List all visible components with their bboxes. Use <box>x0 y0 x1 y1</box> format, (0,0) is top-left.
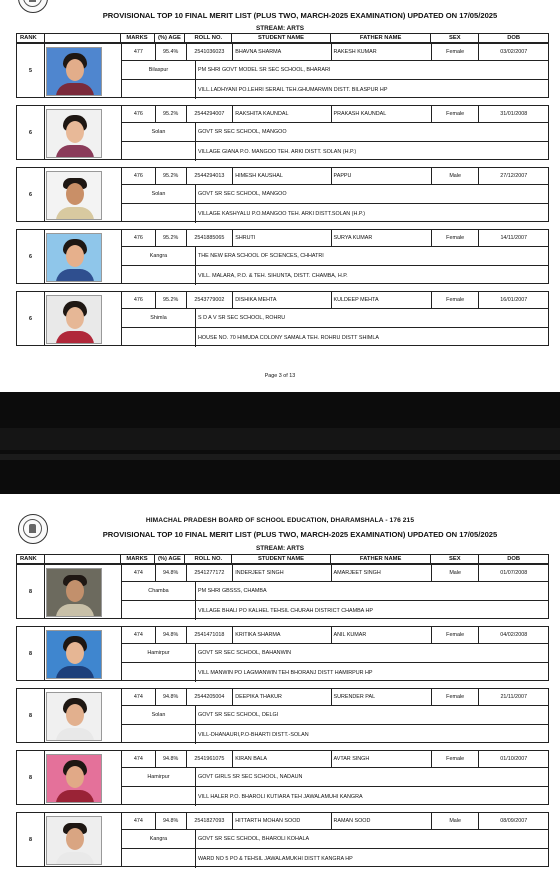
rank-value: 8 <box>17 751 45 804</box>
record-address-row <box>122 663 548 682</box>
header-roll-no: ROLL NO. <box>185 34 232 42</box>
address-value: VILLAGE KASHYALU P.O.MANGOO TEH. ARKI DISTT.SOLAN (H.P.) <box>198 210 366 217</box>
address-value: VILLAGE GIANA P.O. MANGOO TEH. ARKI DISTT. SOLAN (H.P.) <box>198 148 357 155</box>
photo-body <box>56 207 94 220</box>
rank-value: 6 <box>17 230 45 283</box>
header-dob: DOB <box>507 556 521 562</box>
student-name-value: BHAVNA SHARMA <box>233 44 331 60</box>
header-student-name: STUDENT NAME <box>232 34 331 42</box>
father-name-value: RAKESH KUMAR <box>332 44 432 60</box>
record-main-row <box>122 627 548 644</box>
sex-value: Female <box>432 292 480 308</box>
rank-value: 8 <box>17 813 45 866</box>
school-name-value: GOVT SR SEC SCHOOL, BHAROLI KOHALA <box>198 836 310 842</box>
photo-body <box>56 852 94 865</box>
district-value: Kangra <box>122 247 196 265</box>
sex-value: Male <box>432 168 480 184</box>
record-address-row <box>122 142 548 161</box>
student-record <box>16 167 549 222</box>
address-value: VILL MANWIN PO LAGMANWIN TEH BHORANJ DISTT HAMIRPUR HP <box>198 669 373 676</box>
header-father-name: FATHER NAME <box>331 34 432 42</box>
stream-label: STREAM: ARTS <box>255 25 305 32</box>
header-father-name: FATHER NAME <box>331 555 432 563</box>
rank-value: 6 <box>17 106 45 159</box>
photo-body <box>56 331 94 344</box>
record-details <box>121 751 548 804</box>
photo-face <box>66 307 84 329</box>
sex-value: Female <box>432 689 480 705</box>
district-value: Solan <box>122 706 196 724</box>
board-title <box>0 0 560 1</box>
header-percentage: (%) AGE <box>155 555 186 563</box>
student-photo <box>46 109 102 158</box>
student-name-value: KRITIKA SHARMA <box>233 627 331 643</box>
marks-value: 476 <box>122 168 156 184</box>
marks-value: 476 <box>122 230 156 246</box>
merit-list-page-4 <box>0 494 560 894</box>
marks-value: 477 <box>122 44 156 60</box>
dob-value: 31/01/2008 <box>500 111 528 117</box>
address-value: HOUSE NO. 70 HIMUDA COLONY SAMALA TEH. ROHRU DISTT SHIMLA <box>198 334 379 341</box>
district-value: Solan <box>122 185 196 203</box>
blank-cell <box>122 663 196 682</box>
header-sex: SEX <box>431 555 479 563</box>
student-record <box>16 626 549 681</box>
record-address-row <box>122 725 548 744</box>
roll-no-value: 2541827093 <box>187 813 234 829</box>
rank-value: 8 <box>17 689 45 742</box>
record-address-row <box>122 849 548 868</box>
student-name-value: KIRAN BALA <box>233 751 331 767</box>
header-rank: RANK <box>17 555 45 563</box>
address-value: VILLAGE BHALI PO KALHEL TEHSIL CHURAH DISTRICT CHAMBA HP <box>198 607 373 614</box>
student-photo <box>46 47 102 96</box>
photo-face <box>66 245 84 267</box>
school-name-value: GOVT SR SEC SCHOOL, MANGOO <box>198 129 287 135</box>
header-student-name: STUDENT NAME <box>232 555 331 563</box>
page-number: Page 3 of 13 <box>264 373 296 379</box>
roll-no-value: 2541471018 <box>187 627 234 643</box>
record-main-row <box>122 689 548 706</box>
photo-face <box>66 183 84 205</box>
record-details <box>121 44 548 97</box>
photo-face <box>66 59 84 81</box>
record-details <box>121 230 548 283</box>
district-value: Shimla <box>122 309 196 327</box>
student-photo <box>46 754 102 803</box>
rank-value: 8 <box>17 627 45 680</box>
record-details <box>121 689 548 742</box>
blank-cell <box>122 80 196 99</box>
school-name-value: S D A V SR SEC SCHOOL, ROHRU <box>198 315 286 321</box>
photo-face <box>66 642 84 664</box>
dob-value: 21/11/2007 <box>500 694 528 700</box>
student-name-value: HIMESH KAUSHAL <box>233 168 331 184</box>
rank-value: 6 <box>17 292 45 345</box>
district-value: Hamirpur <box>122 644 196 662</box>
sex-value: Female <box>432 106 480 122</box>
student-record <box>16 43 549 98</box>
record-address-row <box>122 80 548 99</box>
header-rank: RANK <box>17 34 45 42</box>
father-name-value: SURYA KUMAR <box>332 230 432 246</box>
record-main-row <box>122 44 548 61</box>
school-name-value: GOVT GIRLS SR SEC SCHOOL, NADAUN <box>198 774 303 780</box>
roll-no-value: 2543779002 <box>187 292 234 308</box>
district-value: Hamirpur <box>122 768 196 786</box>
dob-value: 08/09/2007 <box>500 818 528 824</box>
roll-no-value: 2541036023 <box>187 44 234 60</box>
percentage-value: 94.8% <box>156 689 187 705</box>
school-name-value: GOVT SR SEC SCHOOL, BAHANWIN <box>198 650 292 656</box>
record-main-row <box>122 168 548 185</box>
student-photo <box>46 295 102 344</box>
record-details <box>121 106 548 159</box>
header-sex: SEX <box>431 34 479 42</box>
merit-list-page-3 <box>0 0 560 392</box>
school-name-value: PM SHRI GOVT MODEL SR SEC SCHOOL, BHARARI <box>198 67 331 73</box>
record-details <box>121 292 548 345</box>
photo-body <box>56 83 94 96</box>
record-details <box>121 168 548 221</box>
photo-face <box>66 828 84 850</box>
sex-value: Female <box>432 751 480 767</box>
roll-no-value: 2544205004 <box>187 689 234 705</box>
percentage-value: 95.2% <box>156 168 187 184</box>
header-roll-no: ROLL NO. <box>185 555 232 563</box>
record-main-row <box>122 751 548 768</box>
address-value: VILL-DHANAURI,P.O-BHARTI DISTT.-SOLAN <box>198 731 309 738</box>
record-school-row <box>122 644 548 663</box>
photo-body <box>56 666 94 679</box>
photo-face <box>66 704 84 726</box>
student-name-value: HITTARTH MOHAN SOOD <box>233 813 331 829</box>
dob-value: 01/07/2008 <box>500 570 528 576</box>
student-record <box>16 688 549 743</box>
header-dob: DOB <box>507 35 521 41</box>
student-record <box>16 812 549 867</box>
student-name-value: DISHIKA MEHTA <box>233 292 331 308</box>
marks-value: 474 <box>122 627 156 643</box>
blank-cell <box>122 328 196 347</box>
address-value: VILL.LADHYANI PO.LEHRI SERAIL TEH.GHUMARWIN DISTT. BILASPUR HP <box>198 86 388 93</box>
address-value: VILL. MALARA, P.O. & TEH. SIHUNTA, DISTT. CHAMBA, H.P. <box>198 272 348 279</box>
record-school-row <box>122 309 548 328</box>
photo-body <box>56 604 94 617</box>
record-school-row <box>122 185 548 204</box>
dob-value: 14/11/2007 <box>500 235 528 241</box>
student-record <box>16 750 549 805</box>
marks-value: 476 <box>122 106 156 122</box>
table-header <box>16 33 549 43</box>
district-value: Bilaspur <box>122 61 196 79</box>
record-school-row <box>122 706 548 725</box>
percentage-value: 94.8% <box>156 813 187 829</box>
school-name-value: THE NEW ERA SCHOOL OF SCIENCES, CHHATRI <box>198 253 324 259</box>
blank-cell <box>122 725 196 744</box>
sex-value: Female <box>432 627 480 643</box>
marks-value: 474 <box>122 751 156 767</box>
percentage-value: 94.8% <box>156 627 187 643</box>
header-percentage: (%) AGE <box>155 34 186 42</box>
record-school-row <box>122 768 548 787</box>
blank-cell <box>122 601 196 620</box>
dob-value: 03/02/2007 <box>500 49 528 55</box>
roll-no-value: 2541277172 <box>187 565 234 581</box>
student-name-value: SHRUTI <box>233 230 331 246</box>
blank-cell <box>122 266 196 285</box>
dob-value: 04/02/2008 <box>500 632 528 638</box>
dob-value: 01/10/2007 <box>500 756 528 762</box>
marks-value: 474 <box>122 813 156 829</box>
address-value: VILL HALER P.O. BHAROLI KUTIARA TEH JAWALAMUHI KANGRA <box>198 793 363 800</box>
stream-label: STREAM: ARTS <box>255 545 305 552</box>
dob-value: 27/12/2007 <box>500 173 528 179</box>
percentage-value: 95.4% <box>156 44 187 60</box>
father-name-value: AVTAR SINGH <box>332 751 432 767</box>
record-school-row <box>122 582 548 601</box>
school-name-value: GOVT SR SEC SCHOOL, DELGI <box>198 712 279 718</box>
student-name-value: INDERJEET SINGH <box>233 565 331 581</box>
record-address-row <box>122 328 548 347</box>
marks-value: 474 <box>122 689 156 705</box>
roll-no-value: 2544294007 <box>187 106 234 122</box>
student-record <box>16 564 549 619</box>
rank-value: 6 <box>17 168 45 221</box>
student-name-value: DEEPIKA THAKUR <box>233 689 331 705</box>
record-main-row <box>122 230 548 247</box>
record-school-row <box>122 123 548 142</box>
student-name-value: RAKSHITA KAUNDAL <box>233 106 331 122</box>
photo-body <box>56 145 94 158</box>
record-address-row <box>122 787 548 806</box>
student-record <box>16 291 549 346</box>
record-main-row <box>122 292 548 309</box>
sex-value: Male <box>432 813 480 829</box>
blank-cell <box>122 787 196 806</box>
percentage-value: 95.2% <box>156 292 187 308</box>
dob-value: 16/01/2007 <box>500 297 528 303</box>
marks-value: 474 <box>122 565 156 581</box>
record-details <box>121 565 548 618</box>
photo-body <box>56 728 94 741</box>
blank-cell <box>122 849 196 868</box>
board-emblem-icon <box>18 0 48 13</box>
roll-no-value: 2541961075 <box>187 751 234 767</box>
blank-cell <box>122 204 196 223</box>
father-name-value: SURENDER PAL <box>332 689 432 705</box>
record-details <box>121 627 548 680</box>
record-details <box>121 813 548 866</box>
marks-value: 476 <box>122 292 156 308</box>
percentage-value: 94.8% <box>156 565 187 581</box>
father-name-value: KULDEEP MEHTA <box>332 292 432 308</box>
school-name-value: GOVT SR SEC SCHOOL, MANGOO <box>198 191 287 197</box>
record-main-row <box>122 813 548 830</box>
sex-value: Male <box>432 565 480 581</box>
percentage-value: 95.2% <box>156 106 187 122</box>
rank-value: 5 <box>17 44 45 97</box>
father-name-value: AMARJEET SINGH <box>332 565 432 581</box>
page-separator <box>0 392 560 494</box>
school-name-value: PM SHRI GBSSS, CHAMBA <box>198 588 267 594</box>
photo-face <box>66 121 84 143</box>
student-photo <box>46 171 102 220</box>
header-photo <box>45 34 121 42</box>
photo-face <box>66 580 84 602</box>
table-header <box>16 554 549 564</box>
header-marks: MARKS <box>121 34 155 42</box>
roll-no-value: 2541885065 <box>187 230 234 246</box>
student-photo <box>46 568 102 617</box>
student-photo <box>46 630 102 679</box>
percentage-value: 94.8% <box>156 751 187 767</box>
record-address-row <box>122 266 548 285</box>
address-value: WARD NO 5 PO & TEHSIL JAWALAMUKHI DISTT KANGRA HP <box>198 855 353 862</box>
photo-body <box>56 790 94 803</box>
father-name-value: PAPPU <box>332 168 432 184</box>
district-value: Solan <box>122 123 196 141</box>
record-address-row <box>122 204 548 223</box>
sex-value: Female <box>432 44 480 60</box>
student-photo <box>46 233 102 282</box>
record-address-row <box>122 601 548 620</box>
header-photo <box>45 555 121 563</box>
student-record <box>16 105 549 160</box>
record-main-row <box>122 106 548 123</box>
photo-face <box>66 766 84 788</box>
student-record <box>16 229 549 284</box>
father-name-value: ANIL KUMAR <box>332 627 432 643</box>
header-marks: MARKS <box>121 555 155 563</box>
blank-cell <box>122 142 196 161</box>
rank-value: 8 <box>17 565 45 618</box>
roll-no-value: 2544294013 <box>187 168 234 184</box>
district-value: Kangra <box>122 830 196 848</box>
student-photo <box>46 816 102 865</box>
record-school-row <box>122 247 548 266</box>
district-value: Chamba <box>122 582 196 600</box>
percentage-value: 95.2% <box>156 230 187 246</box>
board-title: HIMACHAL PRADESH BOARD OF SCHOOL EDUCATION, DHARAMSHALA - 176 215 <box>145 517 415 524</box>
father-name-value: RAMAN SOOD <box>332 813 432 829</box>
record-school-row <box>122 61 548 80</box>
sex-value: Female <box>432 230 480 246</box>
student-photo <box>46 692 102 741</box>
record-main-row <box>122 565 548 582</box>
father-name-value: PRAKASH KAUNDAL <box>332 106 432 122</box>
record-school-row <box>122 830 548 849</box>
list-title: PROVISIONAL TOP 10 FINAL MERIT LIST (PLUS TWO, MARCH-2025 EXAMINATION) UPDATED ON 17/05/2025 <box>102 11 498 20</box>
list-title: PROVISIONAL TOP 10 FINAL MERIT LIST (PLUS TWO, MARCH-2025 EXAMINATION) UPDATED ON 17/05/2025 <box>102 530 498 539</box>
photo-body <box>56 269 94 282</box>
